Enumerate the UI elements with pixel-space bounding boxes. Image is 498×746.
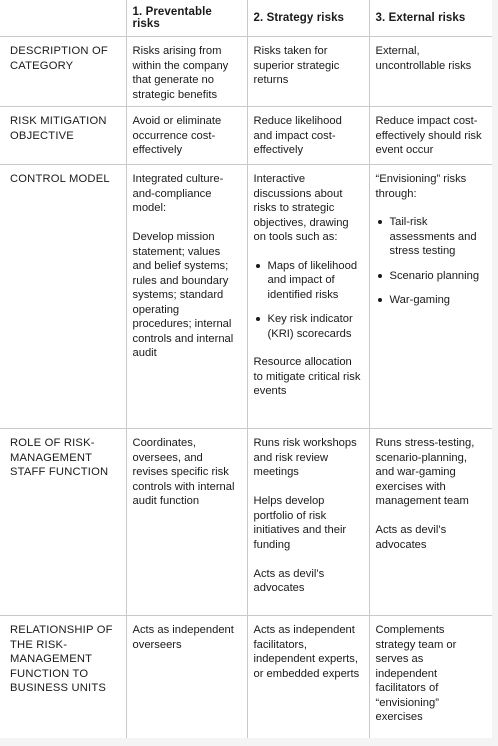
- cell-objective-strategy: Reduce likelihood and impact cost-effectively: [247, 107, 369, 165]
- row-description: [0, 37, 492, 107]
- bullet-icon: [256, 317, 260, 321]
- role-strategy-para-2: Helps develop portfolio of risk initiatives and their funding: [253, 495, 347, 551]
- list-item: [376, 269, 487, 284]
- control-external-intro: “Envisioning” risks through:: [375, 173, 467, 200]
- bullet-icon: [378, 298, 382, 302]
- list-item: [254, 259, 363, 303]
- bullet-icon: [256, 264, 260, 268]
- role-strategy-para-3: Acts as devil’s advocates: [253, 567, 325, 594]
- cell-role-external: [369, 429, 492, 616]
- cell-role-strategy: [247, 429, 369, 616]
- control-preventable-detail: Develop mission statement; values and belief systems; rules and boundary systems; standard operating procedures; internal controls and internal audit: [132, 231, 234, 359]
- row-role: [0, 429, 492, 616]
- cell-description-preventable: Risks arising from within the company that generate no strategic benefits: [126, 37, 247, 107]
- header-preventable-risks: 1. Preventable risks: [126, 0, 247, 37]
- row-label-description: DESCRIPTION OF CATEGORY: [0, 37, 126, 107]
- header-strategy-risks: 2. Strategy risks: [247, 0, 369, 37]
- list-item: [376, 293, 487, 308]
- cell-description-strategy: Risks taken for superior strategic returns: [247, 37, 369, 107]
- cell-objective-external: Reduce impact cost-effectively should risk event occur: [369, 107, 492, 165]
- row-label-control-model: CONTROL MODEL: [0, 165, 126, 429]
- row-control-model: [0, 165, 492, 429]
- list-item: [376, 215, 487, 259]
- bullet-text: Scenario planning: [389, 269, 480, 282]
- cell-relationship-strategy: Acts as independent facilitators, independent experts, or embedded experts: [247, 616, 369, 738]
- control-strategy-intro: Interactive discussions about risks to strategic objectives, drawing on tools such as:: [253, 173, 349, 243]
- row-relationship: [0, 616, 492, 738]
- bullet-text: War-gaming: [389, 294, 451, 306]
- control-strategy-outro: Resource allocation to mitigate critical risk events: [253, 356, 361, 397]
- cell-objective-preventable: Avoid or eliminate occurrence cost-effectively: [126, 107, 247, 165]
- row-label-role: ROLE OF RISK-MANAGEMENT STAFF FUNCTION: [0, 429, 126, 616]
- role-external-para-2: Acts as devil’s advocates: [375, 524, 447, 551]
- cell-relationship-external: Complements strategy team or serves as independent facilitators of “envisioning” exercises: [369, 616, 492, 738]
- header-row: [0, 0, 492, 37]
- bullet-icon: [378, 220, 382, 224]
- cell-control-strategy: [247, 165, 369, 429]
- header-external-risks: 3. External risks: [369, 0, 492, 37]
- bullet-icon: [378, 274, 382, 278]
- role-external-para-1: Runs stress-testing, scenario-planning, and war-gaming exercises with management team: [375, 437, 475, 507]
- cell-relationship-preventable: Acts as independent overseers: [126, 616, 247, 738]
- cell-control-external: [369, 165, 492, 429]
- control-preventable-intro: Integrated culture-and-compliance model:: [132, 173, 224, 214]
- cell-description-external: External, uncontrollable risks: [369, 37, 492, 107]
- row-label-objective: RISK MITIGATION OBJECTIVE: [0, 107, 126, 165]
- bullet-text: Key risk indicator (KRI) scorecards: [267, 313, 353, 340]
- cell-role-preventable: Coordinates, oversees, and revises specific risk controls with internal audit function: [126, 429, 247, 616]
- role-strategy-para-1: Runs risk workshops and risk review meetings: [253, 437, 357, 478]
- cell-control-preventable: [126, 165, 247, 429]
- bullet-text: Tail-risk assessments and stress testing: [389, 216, 477, 257]
- row-objective: [0, 107, 492, 165]
- list-item: [254, 312, 363, 341]
- row-label-relationship: RELATIONSHIP OF THE RISK-MANAGEMENT FUNCTION TO BUSINESS UNITS: [10, 624, 113, 694]
- control-external-bullet-list: [376, 215, 487, 308]
- header-corner-cell: [0, 0, 126, 37]
- bullet-text: Maps of likelihood and impact of identified risks: [267, 259, 358, 301]
- control-strategy-bullet-list: [254, 259, 363, 342]
